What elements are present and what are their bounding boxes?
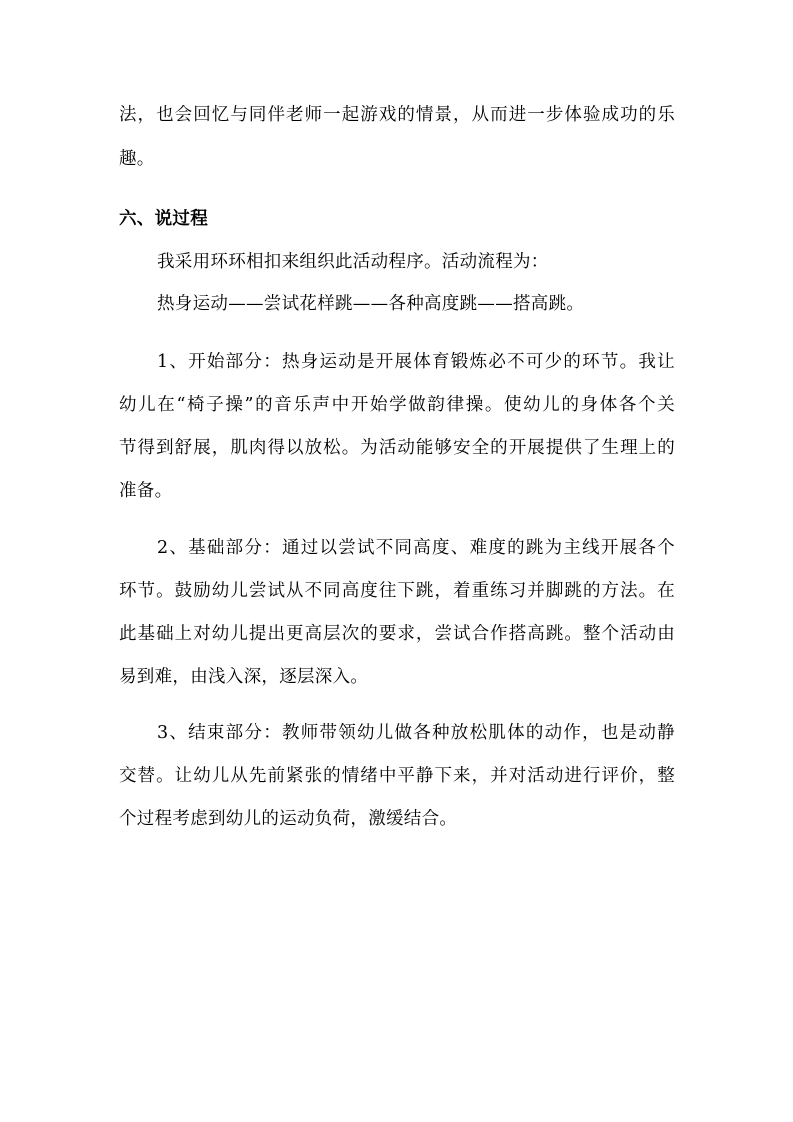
part1-line-4: 准备。	[119, 481, 173, 501]
part2-line-3: 此基础上对幼儿提出更高层次的要求，尝试合作搭高跳。整个活动由	[119, 624, 675, 644]
part1-line-3: 节得到舒展，肌肉得以放松。为活动能够安全的开展提供了生理上的	[119, 438, 675, 458]
part2-line-4: 易到难，由浅入深，逐层深入。	[119, 667, 369, 687]
part1-line-1: 1、开始部分：热身运动是开展体育锻炼必不可少的环节。我让	[157, 352, 675, 372]
part3-line-2: 交替。让幼儿从先前紧张的情绪中平静下来，并对活动进行评价，整	[119, 766, 675, 786]
part3-line-1: 3、结束部分：教师带领幼儿做各种放松肌体的动作，也是动静	[157, 723, 675, 743]
part2-line-1: 2、基础部分：通过以尝试不同高度、难度的跳为主线开展各个	[157, 538, 675, 558]
section-heading: 六、说过程	[119, 209, 208, 229]
intro-line-2: 趣。	[119, 149, 155, 169]
part1-line-2: 幼儿在“椅子操”的音乐声中开始学做韵律操。使幼儿的身体各个关	[119, 395, 675, 415]
intro-line-1: 法，也会回忆与同伴老师一起游戏的情景，从而进一步体验成功的乐	[119, 105, 675, 125]
part3-line-3: 个过程考虑到幼儿的运动负荷，激缓结合。	[119, 809, 458, 829]
part2-line-2: 环节。鼓励幼儿尝试从不同高度往下跳，着重练习并脚跳的方法。在	[119, 581, 675, 601]
process-intro: 我采用环环相扣来组织此活动程序。活动流程为：	[157, 252, 549, 272]
process-flow: 热身运动——尝试花样跳——各种高度跳——搭高跳。	[157, 294, 585, 314]
